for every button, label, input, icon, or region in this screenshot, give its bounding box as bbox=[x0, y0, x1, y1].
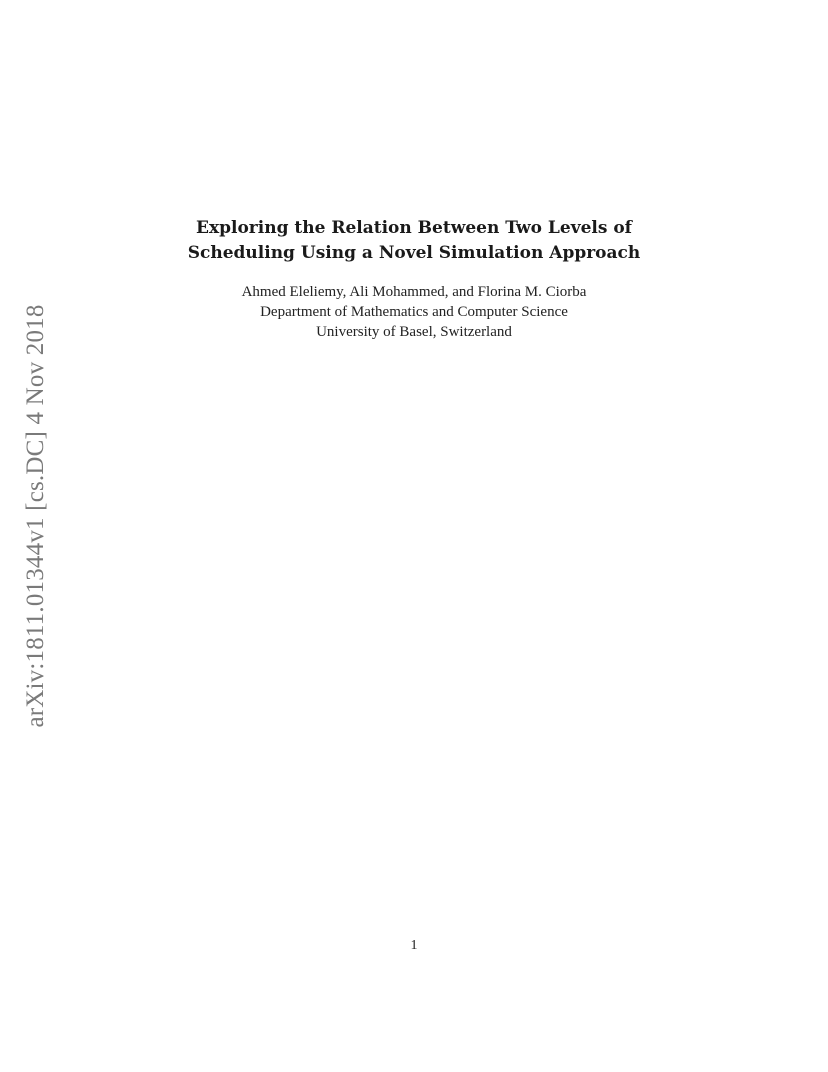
title-block bbox=[0, 216, 828, 266]
author-block bbox=[0, 282, 828, 342]
affiliation-department: Department of Mathematics and Computer Science bbox=[260, 304, 568, 320]
paper-title-line-1: Exploring the Relation Between Two Levels of bbox=[196, 218, 632, 238]
affiliation-university: University of Basel, Switzerland bbox=[316, 324, 512, 340]
arxiv-identifier-stamp: arXiv:1811.01344v1 [cs.DC] 4 Nov 2018 bbox=[22, 304, 49, 728]
author-names: Ahmed Eleliemy, Ali Mohammed, and Florina M. Ciorba bbox=[241, 284, 587, 300]
paper-title-line-2: Scheduling Using a Novel Simulation Approach bbox=[187, 243, 641, 263]
page-number: 1 bbox=[410, 938, 418, 953]
